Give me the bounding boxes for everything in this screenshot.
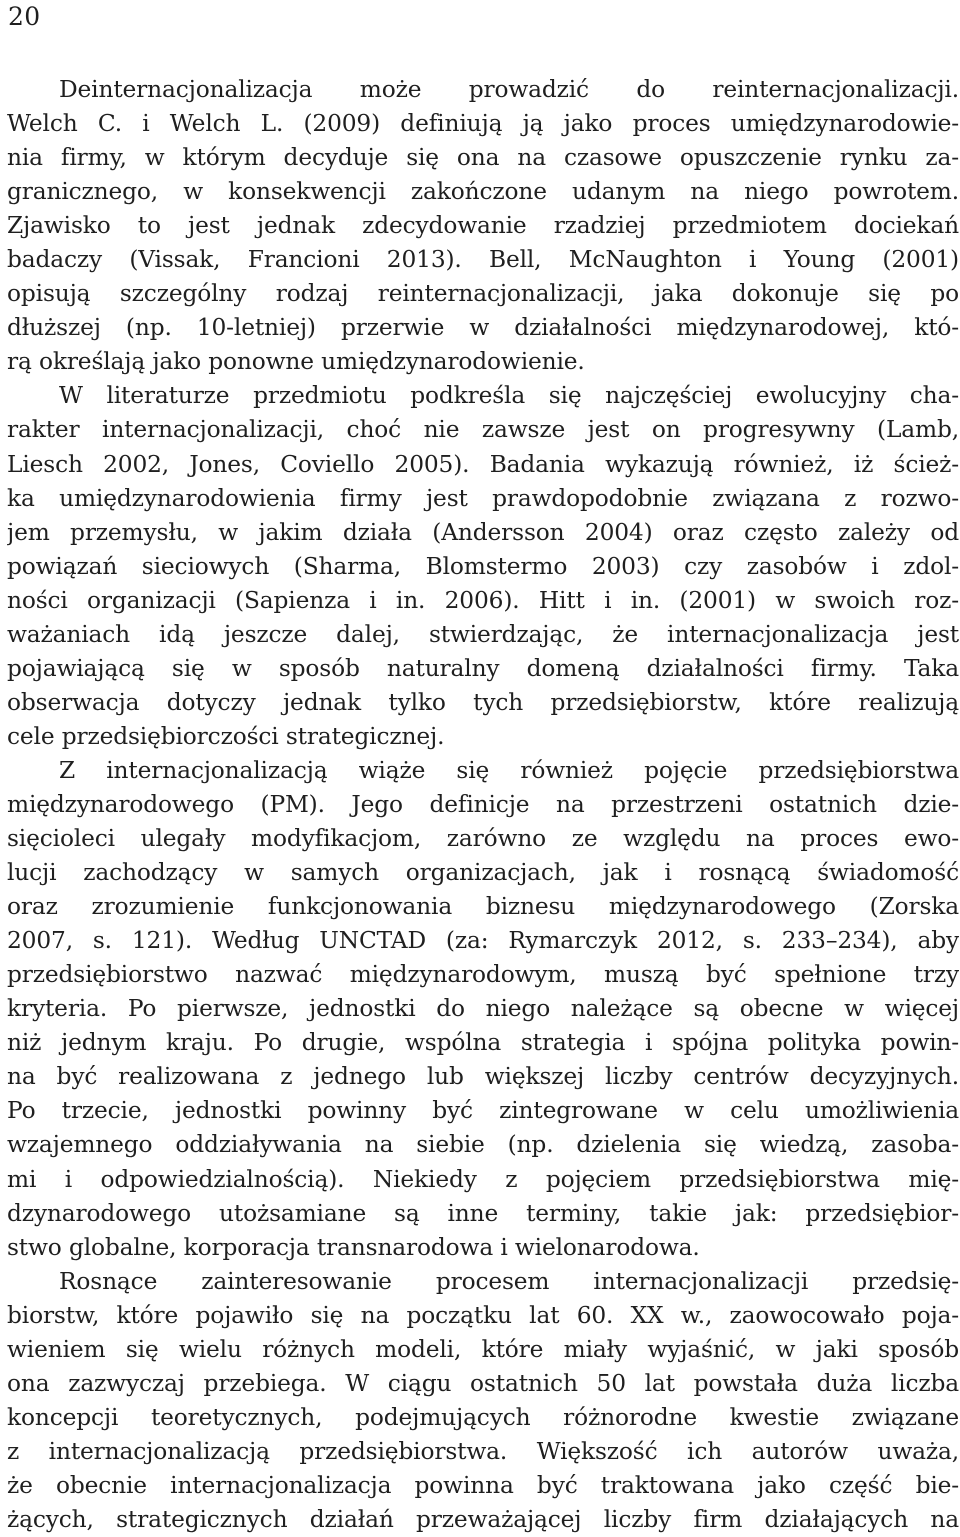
text-line: wieniem się wielu różnych modeli, które miały wyjaśnić, w jaki sposób [7, 1335, 959, 1363]
text-line: ka umiędzynarodowienia firmy jest prawdopodobnie związana z rozwo- [7, 484, 959, 512]
text-line: powiązań sieciowych (Sharma, Blomstermo 2003) czy zasobów i zdol- [7, 552, 959, 580]
text-line: 2007, s. 121). Według UNCTAD (za: Rymarczyk 2012, s. 233–234), aby [7, 927, 959, 955]
text-line: niż jednym kraju. Po drugie, wspólna strategia i spójna polityka powin- [7, 1029, 959, 1057]
text-line: mi i odpowiedzialnością). Niekiedy z pojęciem przedsiębiorstwa mię- [7, 1165, 959, 1193]
text-line: cele przedsiębiorczości strategicznej. [7, 722, 445, 750]
text-line: Liesch 2002, Jones, Coviello 2005). Badania wykazują również, iż ścież- [7, 450, 959, 478]
text-line: międzynarodowego (PM). Jego definicje na przestrzeni ostatnich dzie- [7, 790, 959, 818]
text-line: obserwacja dotyczy jednak tylko tych przedsiębiorstw, które realizują [7, 688, 959, 716]
text-line: przedsiębiorstwo nazwać międzynarodowym, muszą być spełnione trzy [7, 961, 959, 989]
text-line: lucji zachodzący w samych organizacjach, jak i rosnącą świadomość [7, 859, 959, 887]
text-line: z internacjonalizacją przedsiębiorstwa. Większość ich autorów uważa, [7, 1437, 959, 1465]
text-line: W literaturze przedmiotu podkreśla się najczęściej ewolucyjny cha- [59, 382, 959, 410]
text-line: sięcioleci ulegały modyfikacjom, zarówno ze względu na proces ewo- [7, 825, 959, 853]
paragraph-international-enterprise [7, 754, 959, 1265]
text-line: ona zazwyczaj przebiega. W ciągu ostatnich 50 lat powstała duża liczba [7, 1369, 959, 1397]
text-line: Po trzecie, jednostki powinny być zintegrowane w celu umożliwienia [7, 1097, 959, 1125]
text-line: na być realizowana z jednego lub większej liczby centrów decyzyjnych. [7, 1063, 959, 1091]
text-line: ności organizacji (Sapienza i in. 2006). Hitt i in. (2001) w swoich roz- [7, 586, 959, 614]
text-line: stwo globalne, korporacja transnarodowa i wielonarodowa. [7, 1233, 700, 1261]
page-number: 20 [8, 2, 41, 31]
text-line: kryteria. Po pierwsze, jednostki do niego należące są obecne w więcej [7, 995, 959, 1023]
text-line: granicznego, w konsekwencji zakończone udanym na niego powrotem. [7, 178, 959, 206]
text-line: Rosnące zainteresowanie procesem internacjonalizacji przedsię- [59, 1267, 959, 1295]
text-line: koncepcji teoretycznych, podejmujących różnorodne kwestie związane [7, 1403, 959, 1431]
text-line: ważaniach idą jeszcze dalej, stwierdzając, że internacjonalizacja jest [7, 620, 959, 648]
text-line: nia firmy, w którym decyduje się ona na czasowe opuszczenie rynku za- [7, 144, 959, 172]
text-line: dzynarodowego utożsamiane są inne terminy, takie jak: przedsiębior- [7, 1199, 959, 1227]
text-line: oraz zrozumienie funkcjonowania biznesu międzynarodowego (Zorska [7, 893, 959, 921]
text-line: biorstw, które pojawiło się na początku lat 60. XX w., zaowocowało poja- [7, 1301, 959, 1329]
text-line: dłuższej (np. 10-letniej) przerwie w działalności międzynarodowej, któ- [7, 314, 959, 342]
text-line: jem przemysłu, w jakim działa (Andersson 2004) oraz często zależy od [7, 518, 959, 546]
text-line: pojawiającą się w sposób naturalny domeną działalności firmy. Taka [7, 654, 959, 682]
text-line: Zjawisko to jest jednak zdecydowanie rzadziej przedmiotem dociekań [7, 212, 959, 240]
text-line: że obecnie internacjonalizacja powinna być traktowana jako część bie- [7, 1471, 959, 1499]
text-line: rakter internacjonalizacji, choć nie zawsze jest on progresywny (Lamb, [7, 416, 959, 444]
text-line: opisują szczególny rodzaj reinternacjonalizacji, jaka dokonuje się po [7, 280, 959, 308]
text-line: Z internacjonalizacją wiąże się również pojęcie przedsiębiorstwa [59, 756, 959, 784]
paragraph-evolutionary-character [7, 379, 959, 754]
text-line: wzajemnego oddziaływania na siebie (np. dzielenia się wiedzą, zasoba- [7, 1131, 959, 1159]
text-line: żących, strategicznych działań przeważającej liczby firm działających na [7, 1505, 959, 1533]
text-line: rą określają jako ponowne umiędzynarodowienie. [7, 348, 585, 376]
page-body [7, 73, 959, 1537]
text-line: badaczy (Vissak, Francioni 2013). Bell, McNaughton i Young (2001) [7, 246, 959, 274]
paragraph-growing-interest [7, 1265, 959, 1537]
paragraph-reinternationalization [7, 73, 959, 379]
text-line: Deinternacjonalizacja może prowadzić do reinternacjonalizacji. [59, 76, 959, 103]
text-line: Welch C. i Welch L. (2009) definiują ją jako proces umiędzynarodowie- [7, 110, 959, 138]
